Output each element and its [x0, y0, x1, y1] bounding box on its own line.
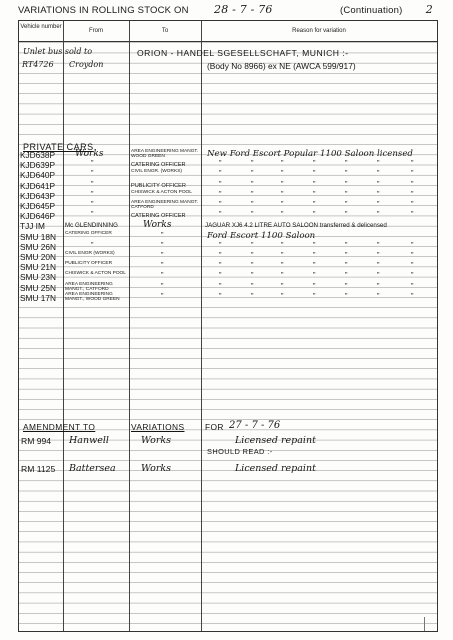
- reason-ditto: ": [313, 201, 316, 208]
- from-ditto: ": [91, 190, 94, 198]
- reason-ditto: ": [251, 190, 254, 198]
- reason-ditto: ": [345, 201, 348, 208]
- vehicle-number: SMU 26N: [20, 241, 56, 252]
- to-ditto: ": [161, 262, 164, 270]
- reason-ditto: ": [281, 211, 284, 219]
- amendment-variations: VARIATIONS: [131, 422, 185, 432]
- col-divider-vehicle: [63, 21, 64, 631]
- reason-ditto: ": [313, 160, 316, 168]
- reason-ditto: ": [281, 282, 284, 290]
- to-ditto: ": [161, 241, 164, 249]
- to-ditto: ": [161, 272, 164, 280]
- col-header-vehicle: Vehicle number: [20, 24, 62, 30]
- reason-ditto: ": [411, 180, 414, 188]
- amendment-row1-from: Hanwell: [69, 435, 109, 446]
- reason-ditto: ": [219, 190, 222, 198]
- vehicle-number: KJD640P: [20, 170, 56, 181]
- reason-ditto: ": [411, 262, 414, 270]
- sold-line1-reason: ORION - HANDEL SGESELLSCHAFT, MUNICH :-: [137, 48, 349, 58]
- reason-ditto: ": [251, 262, 254, 270]
- reason-ditto: ": [345, 282, 348, 290]
- vehicle-number: SMU 25N: [20, 282, 56, 293]
- to-cell: AREA ENGINEERING MANGT. WOOD GREEN: [131, 149, 199, 160]
- reason-ditto: ": [251, 201, 254, 208]
- vehicle-number: TJJ IM: [20, 221, 45, 232]
- reason-ditto: ": [345, 180, 348, 188]
- col-divider-to: [201, 21, 202, 631]
- reason-ditto: ": [251, 241, 254, 249]
- reason-ditto: ": [281, 160, 284, 168]
- reason-ditto: ": [313, 252, 316, 259]
- reason-ditto: ": [219, 160, 222, 168]
- to-cell: CATERING OFFICER: [131, 213, 186, 220]
- amendment-date: 27 - 7 - 76: [229, 420, 281, 431]
- to-ditto: ": [161, 282, 164, 290]
- reason-ditto: ": [345, 211, 348, 219]
- amendment-row2-vehicle: RM 1125: [21, 464, 56, 474]
- reason-ditto: ": [411, 190, 414, 198]
- reason-ditto: ": [313, 241, 316, 249]
- reason-ditto: ": [377, 252, 380, 259]
- from-cell: AREA ENGINEERING MANGT., WOOD GREEN: [65, 291, 120, 302]
- reason-ditto: ": [411, 241, 414, 249]
- reason-ditto: ": [345, 272, 348, 280]
- vehicle-number: SMU 20N: [20, 252, 56, 262]
- reason-ditto: ": [345, 190, 348, 198]
- reason-cell: New Ford Escort Popular 1100 Saloon licensed: [207, 149, 413, 159]
- from-ditto: ": [91, 241, 94, 249]
- reason-ditto: ": [313, 282, 316, 290]
- reason-ditto: ": [281, 170, 284, 178]
- reason-ditto: ": [281, 262, 284, 270]
- reason-ditto: ": [251, 170, 254, 178]
- reason-ditto: ": [411, 160, 414, 168]
- reason-ditto: ": [313, 292, 316, 300]
- private-cars-heading: PRIVATE CARS: [23, 142, 94, 152]
- header-page-number: 2: [425, 3, 433, 16]
- vehicle-number: KJD641P: [20, 180, 56, 191]
- reason-ditto: ": [411, 272, 414, 280]
- to-cell: CHISWICK & ACTON POOL: [131, 189, 192, 195]
- reason-ditto: ": [251, 252, 254, 259]
- reason-ditto: ": [281, 272, 284, 280]
- reason-ditto: ": [219, 272, 222, 280]
- to-cell: CATERING OFFICER: [131, 162, 186, 169]
- to-cell: Works: [143, 220, 172, 231]
- from-ditto: ": [91, 160, 94, 168]
- reason-ditto: ": [345, 160, 348, 168]
- variations-table: [18, 20, 438, 632]
- page-header: [18, 4, 439, 18]
- reason-ditto: ": [219, 241, 222, 249]
- reason-ditto: ": [411, 292, 414, 300]
- from-cell: CIVIL ENGR (WORKS): [65, 251, 115, 256]
- from-ditto: ": [91, 211, 94, 219]
- from-cell: CHISWICK & ACTON POOL: [65, 271, 126, 277]
- reason-ditto: ": [411, 170, 414, 178]
- amendment-for: FOR: [205, 422, 224, 432]
- vehicle-number: KJD643P: [20, 190, 56, 201]
- to-ditto: ": [161, 231, 164, 239]
- reason-ditto: ": [411, 211, 414, 219]
- amendment-row2-from: Battersea: [69, 463, 116, 474]
- column-header-row: [19, 21, 437, 42]
- reason-ditto: ": [313, 262, 316, 270]
- reason-ditto: ": [377, 201, 380, 208]
- from-cell: Mc GLENDINNING: [65, 222, 118, 230]
- reason-ditto: ": [251, 272, 254, 280]
- reason-ditto: ": [313, 180, 316, 188]
- reason-ditto: ": [313, 170, 316, 178]
- reason-ditto: ": [219, 201, 222, 208]
- from-cell: CATERING OFFICER: [65, 230, 112, 236]
- vehicle-number: KJD646P: [20, 211, 56, 222]
- to-cell: CIVIL ENGR. (WORKS): [131, 169, 182, 175]
- reason-ditto: ": [345, 292, 348, 300]
- from-ditto: ": [91, 180, 94, 188]
- reason-ditto: ": [411, 201, 414, 208]
- reason-ditto: ": [377, 211, 380, 219]
- reason-ditto: ": [345, 170, 348, 178]
- col-header-to: To: [161, 28, 169, 34]
- sold-from: Croydon: [69, 60, 104, 69]
- reason-ditto: ": [313, 272, 316, 280]
- col-header-from: From: [89, 28, 103, 34]
- sold-line2-reason: (Body No 8966) ex NE (AWCA 599/917): [207, 61, 356, 71]
- reason-ditto: ": [345, 262, 348, 270]
- reason-ditto: ": [219, 282, 222, 290]
- reason-ditto: ": [219, 211, 222, 219]
- reason-ditto: ": [219, 252, 222, 259]
- vehicle-number: KJD645P: [20, 201, 56, 211]
- reason-ditto: ": [251, 282, 254, 290]
- reason-ditto: ": [219, 170, 222, 178]
- to-ditto: ": [161, 292, 164, 300]
- should-read: SHOULD READ :-: [207, 447, 273, 456]
- reason-ditto: ": [281, 180, 284, 188]
- from-cell: PUBLICITY OFFICER: [65, 261, 113, 267]
- header-date: 28 - 7 - 76: [214, 3, 273, 16]
- from-cell: Works: [75, 149, 104, 159]
- amendment-row1-reason: Licensed repaint: [235, 435, 316, 446]
- reason-ditto: ": [377, 170, 380, 178]
- reason-ditto: ": [219, 262, 222, 270]
- amendment-row2-to: Works: [141, 463, 172, 474]
- reason-ditto: ": [377, 292, 380, 300]
- reason-ditto: ": [377, 262, 380, 270]
- reason-ditto: ": [281, 292, 284, 300]
- vehicle-number: SMU 23N: [20, 272, 56, 283]
- reason-ditto: ": [377, 272, 380, 280]
- col-header-reason: Reason for variation: [292, 28, 346, 34]
- header-continuation: (Continuation): [340, 5, 403, 16]
- amendment-label: AMENDMENT TO: [23, 422, 96, 432]
- reason-ditto: ": [377, 180, 380, 188]
- reason-ditto: ": [281, 201, 284, 208]
- reason-ditto: ": [377, 160, 380, 168]
- vehicle-number: KJD639P: [20, 160, 56, 171]
- reason-ditto: ": [345, 252, 348, 259]
- vehicle-number: SMU 17N: [20, 292, 56, 303]
- reason-ditto: ": [313, 190, 316, 198]
- sold-vehicle: RT4726: [22, 60, 54, 69]
- reason-ditto: ": [251, 180, 254, 188]
- reason-ditto: ": [411, 282, 414, 290]
- amendment-row2-reason: Licensed repaint: [235, 463, 316, 474]
- vehicle-number: KJD638P: [20, 150, 56, 160]
- reason-ditto: ": [281, 190, 284, 198]
- right-margin-tab: [424, 617, 437, 631]
- header-title: VARIATIONS IN ROLLING STOCK ON: [18, 5, 189, 16]
- reason-cell: Ford Escort 1100 Saloon: [207, 230, 316, 241]
- reason-ditto: ": [411, 252, 414, 259]
- vehicle-number: SMU 18N: [20, 231, 56, 242]
- reason-ditto: ": [281, 241, 284, 249]
- to-ditto: ": [161, 252, 164, 259]
- to-cell: AREA ENGINEERING MANGT. CATFORD: [131, 200, 199, 211]
- reason-ditto: ": [377, 190, 380, 198]
- from-cell: AREA ENGINEERING MANGT., CATFORD: [65, 281, 113, 292]
- reason-ditto: ": [251, 160, 254, 168]
- reason-ditto: ": [345, 241, 348, 249]
- col-divider-from: [129, 21, 130, 631]
- from-ditto: ": [91, 170, 94, 178]
- amendment-row1-vehicle: RM 994: [21, 436, 52, 446]
- reason-ditto: ": [377, 241, 380, 249]
- reason-ditto: ": [377, 282, 380, 290]
- reason-ditto: ": [251, 292, 254, 300]
- vehicle-number: SMU 21N: [20, 262, 56, 273]
- reason-ditto: ": [281, 252, 284, 259]
- reason-ditto: ": [219, 180, 222, 188]
- from-ditto: ": [91, 201, 94, 208]
- reason-cell: JAGUAR XJ6 4.2 LITRE AUTO SALOON transferred & delicensed: [205, 222, 387, 230]
- sold-line1-from: Unlet bus sold to: [23, 47, 93, 56]
- reason-ditto: ": [219, 292, 222, 300]
- reason-ditto: ": [313, 211, 316, 219]
- reason-ditto: ": [251, 211, 254, 219]
- amendment-row1-to: Works: [141, 435, 172, 446]
- to-cell: PUBLICITY OFFICER: [131, 182, 186, 189]
